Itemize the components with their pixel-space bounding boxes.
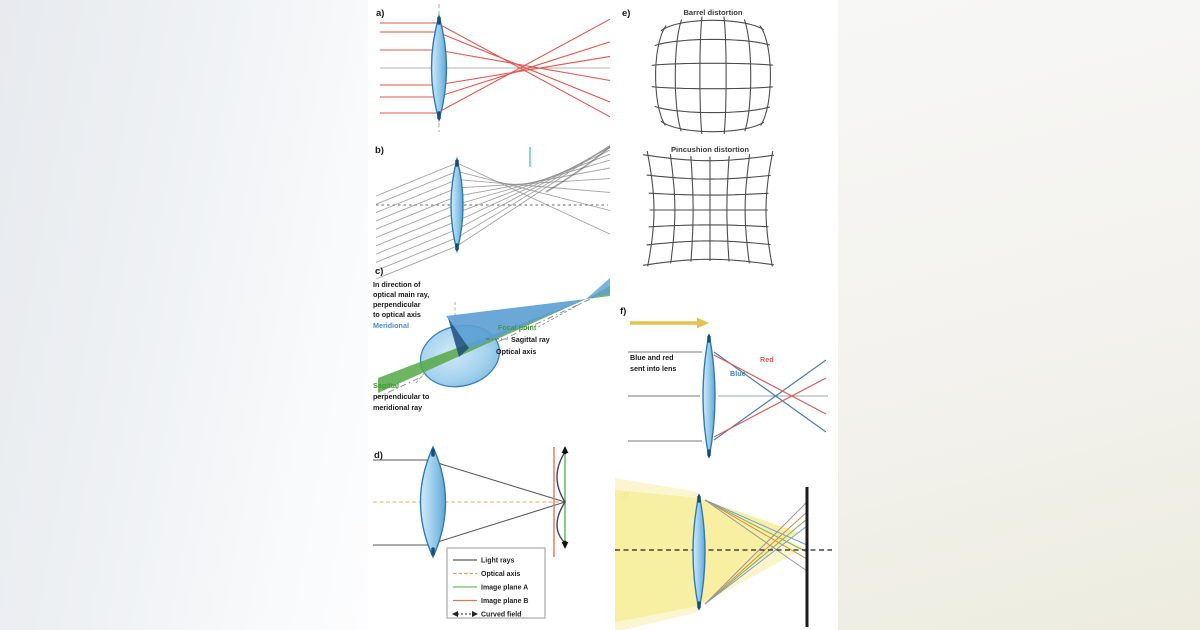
sagittal-note-line2: meridional ray xyxy=(373,403,423,412)
pincushion-grid-vertical-line xyxy=(766,152,773,266)
barrel-grid-vertical-line xyxy=(656,26,666,125)
biconvex-lens xyxy=(703,334,715,458)
oblique-light-ray xyxy=(376,180,610,213)
focal-point-label: Focal point xyxy=(498,323,537,332)
pincushion-grid-vertical-line xyxy=(670,155,675,263)
barrel-grid-horizontal-line xyxy=(652,63,772,65)
barrel-grid-horizontal-line xyxy=(655,107,769,113)
red-light-ray xyxy=(380,32,610,102)
background-left-gradient xyxy=(0,0,368,630)
red-ray-bottom xyxy=(714,378,826,437)
oblique-light-ray xyxy=(376,150,610,254)
panel-c-letter: c) xyxy=(375,266,384,277)
legend-label-optical-axis: Optical axis xyxy=(481,571,521,578)
legend-label-light-rays: Light rays xyxy=(481,557,515,565)
pincushion-grid-horizontal-line xyxy=(649,193,768,195)
panel-b-coma xyxy=(375,145,610,279)
pincushion-grid-horizontal-line xyxy=(647,241,770,245)
sagittal-label: Sagittal xyxy=(373,381,399,390)
pincushion-grid-vertical-line xyxy=(691,156,693,261)
legend-label-image-plane-a: Image plane A xyxy=(481,584,529,592)
barrel-grid-horizontal-line xyxy=(655,39,769,45)
legend-label-curved-field: Curved field xyxy=(481,611,522,619)
barrel-grid-vertical-line xyxy=(724,17,726,134)
light-direction-arrowhead xyxy=(697,318,709,329)
sagittal-ray-label: Sagittal ray xyxy=(511,335,550,344)
pincushion-grid-vertical-line xyxy=(647,152,654,266)
pincushion-grid-horizontal-line xyxy=(644,155,774,161)
optical-axis-label: Optical axis xyxy=(496,347,537,356)
pincushion-grid-horizontal-line xyxy=(649,225,768,227)
blue-label: Blue xyxy=(730,369,746,378)
caption-line1: Blue and red xyxy=(630,353,674,362)
panel-e-letter: e) xyxy=(622,8,631,19)
background-right-gradient xyxy=(838,0,1200,630)
oblique-light-ray xyxy=(376,146,610,271)
red-label: Red xyxy=(760,355,774,364)
panel-f-chromatic-aberration xyxy=(620,306,828,458)
panel-d-letter: d) xyxy=(374,450,383,461)
arrow-up xyxy=(562,446,569,453)
coma-ray-bundle xyxy=(376,145,610,279)
panel-g-lateral-chromatic xyxy=(615,478,832,630)
sagittal-note-line1: perpendicular to xyxy=(373,392,430,401)
barrel-grid-horizontal-line xyxy=(661,20,763,30)
pincushion-grid-horizontal-line xyxy=(644,259,774,265)
pincushion-grid-vertical-line xyxy=(727,156,729,261)
barrel-grid-horizontal-line xyxy=(661,122,763,132)
meridional-note-line2: optical main ray, xyxy=(373,290,430,299)
oblique-light-ray xyxy=(376,145,610,279)
curved-field-line xyxy=(557,452,565,543)
light-ray-bottom xyxy=(373,502,565,545)
barrel-grid-vertical-line xyxy=(700,17,702,134)
panel-b-letter: b) xyxy=(375,145,384,156)
caption-line2: sent into lens xyxy=(630,364,677,373)
panel-f-letter: f) xyxy=(620,306,627,317)
pincushion-distortion-title: Pincushion distortion xyxy=(670,145,750,154)
pincushion-grid-horizontal-line xyxy=(647,175,770,179)
meridional-note-line3: perpendicular xyxy=(373,300,421,309)
oblique-light-ray xyxy=(376,154,610,246)
panel-a-spherical-aberration xyxy=(376,4,610,132)
optical-aberrations-figure xyxy=(368,0,838,630)
barrel-distortion-grid xyxy=(652,17,772,134)
barrel-grid-vertical-line xyxy=(760,26,770,125)
panel-e-distortion xyxy=(622,8,774,266)
arrow-down xyxy=(562,542,569,549)
panel-a-letter: a) xyxy=(376,8,385,19)
barrel-grid-vertical-line xyxy=(675,20,681,131)
barrel-grid-horizontal-line xyxy=(652,87,772,89)
red-light-ray xyxy=(380,23,610,117)
panel-c-astigmatism xyxy=(373,266,610,412)
pincushion-grid-vertical-line xyxy=(745,155,750,263)
meridional-note-line1: In direction of xyxy=(373,280,421,289)
meridional-label: Meridional xyxy=(373,321,409,330)
legend-box xyxy=(447,548,545,619)
red-light-ray xyxy=(380,19,610,113)
legend-label-image-plane-b: Image plane B xyxy=(481,598,529,605)
meridional-note-line4: to optical axis xyxy=(373,310,421,319)
barrel-grid-vertical-line xyxy=(745,20,751,131)
pincushion-distortion-grid xyxy=(644,152,774,266)
incoming-beam xyxy=(615,490,699,622)
panel-d-field-curvature xyxy=(373,446,568,619)
light-ray-top xyxy=(373,460,565,502)
barrel-distortion-title: Barrel distortion xyxy=(683,8,743,17)
